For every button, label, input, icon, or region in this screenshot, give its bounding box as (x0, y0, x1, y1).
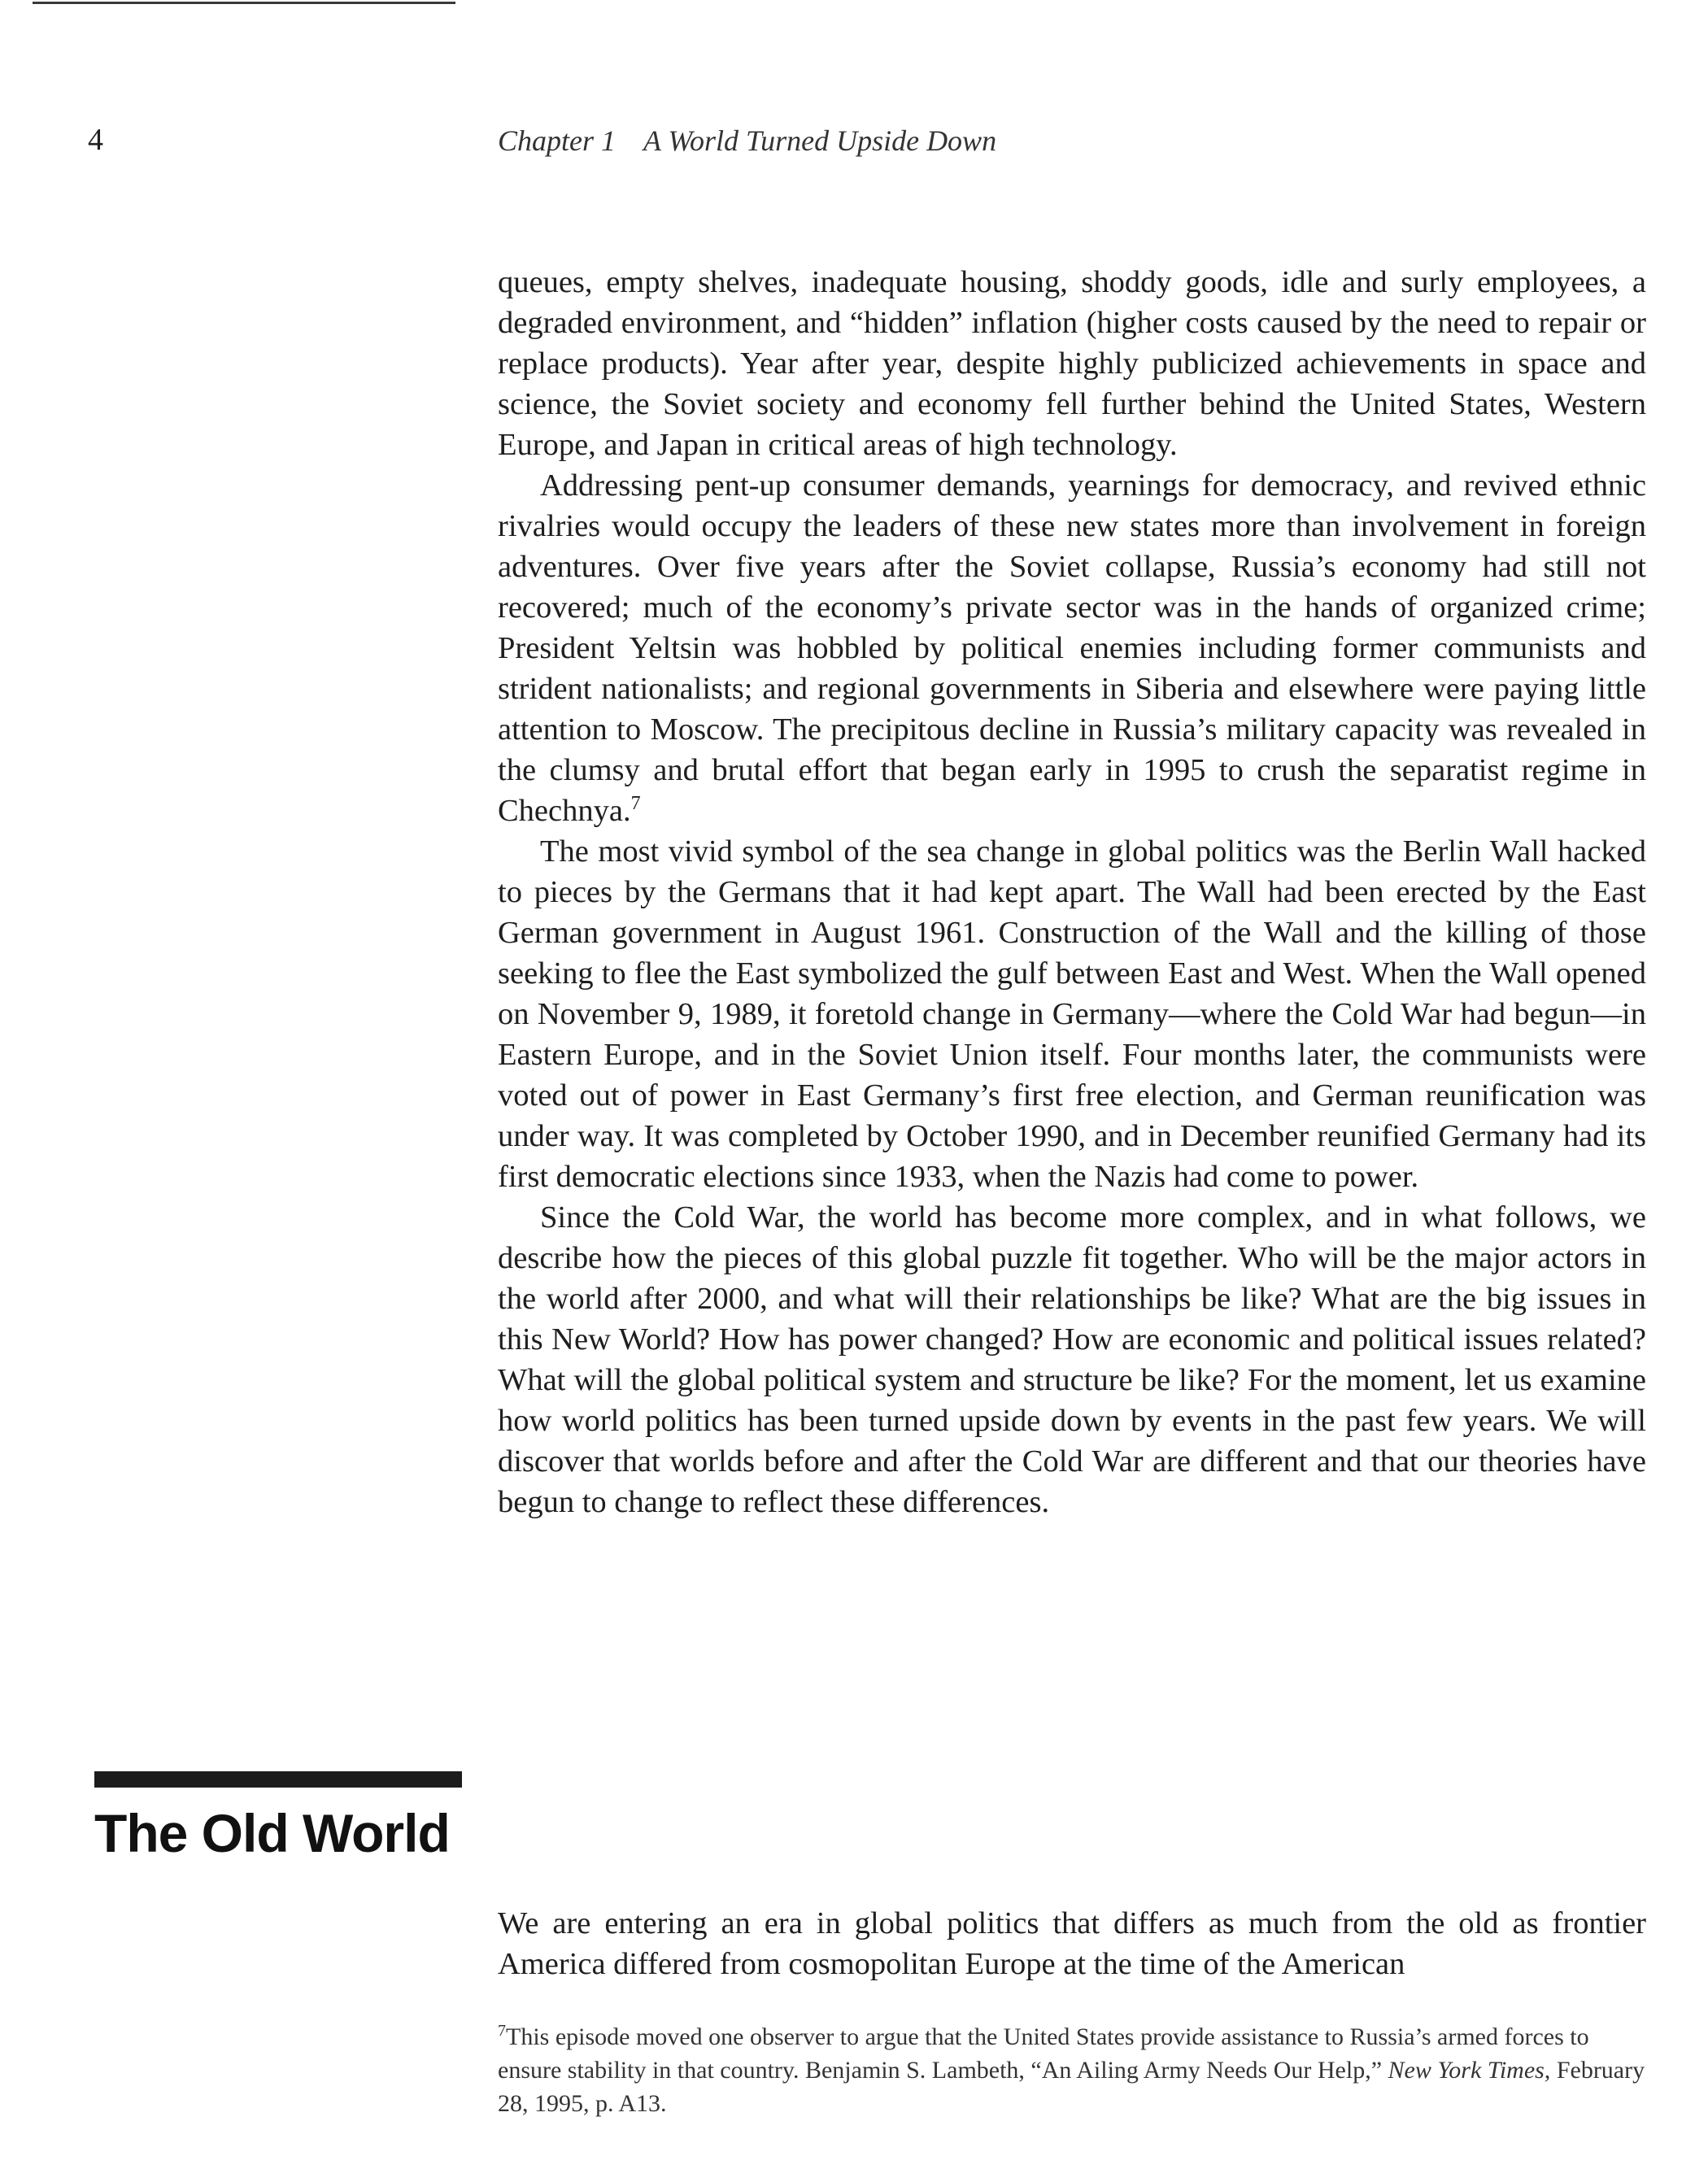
paragraph: queues, empty shelves, inadequate housing, shoddy goods, idle and surly employees, a degraded environment, and “hidden” inflation (higher costs caused by the need to repair or replace products). Year after year, despite highly publicized achievements in space and science, the Soviet society and economy fell further behind the United States, Western Europe, and Japan in critical areas of high technology. (498, 265, 1646, 462)
footnote (498, 2020, 1646, 2120)
footnote-reference: 7 (630, 793, 641, 815)
paragraph (498, 465, 1646, 831)
chapter-label: Chapter 1 (498, 124, 617, 157)
chapter-title: A World Turned Upside Down (643, 124, 997, 157)
section-title: The Old World (94, 1803, 450, 1863)
paragraph-text: Addressing pent-up consumer demands, yearnings for democracy, and revived ethnic rivalries would occupy the leaders of these new states more than involvement in foreign adventures. Over five years after the Soviet collapse, Russia’s economy had still not recovered; much of the economy’s private sector was in the hands of organized crime; President Yeltsin was hobbled by political enemies including former communists and strident nationalists; and regional governments in Siberia and elsewhere were paying little attention to Moscow. The precipitous decline in Russia’s military capacity was revealed in the clumsy and brutal effort that began early in 1995 to crush the separatist regime in Chechnya. (498, 468, 1646, 828)
body-text (498, 262, 1646, 1522)
paragraph: Since the Cold War, the world has become more complex, and in what follows, we describe how the pieces of this global puzzle fit together. Who will be the major actors in the world after 2000, and what will their relationships be like? What are the big issues in this New World? How has power changed? How are economic and political issues related? What will the global political system and structure be like? For the moment, let us examine how world politics has been turned upside down by events in the past few years. We will discover that worlds before and after the Cold War are different and that our theories have begun to change to reflect these differences. (498, 1200, 1646, 1519)
section-body (498, 1903, 1646, 1984)
top-rule (33, 2, 455, 4)
paragraph: The most vivid symbol of the sea change in global politics was the Berlin Wall hacked to pieces by the Germans that it had kept apart. The Wall had been erected by the East German government in August 1961. Construction of the Wall and the killing of those seeking to flee the East symbolized the gulf between East and West. When the Wall opened on November 9, 1989, it foretold change in Germany—where the Cold War had begun—in Eastern Europe, and in the Soviet Union itself. Four months later, the communists were voted out of power in East Germany’s first free election, and German reunification was under way. It was completed by October 1990, and in December reunified Germany had its first democratic elections since 1933, when the Nazis had come to power. (498, 834, 1646, 1194)
footnote-marker: 7 (498, 2022, 506, 2040)
section-opening-paragraph: We are entering an era in global politics that differs as much from the old as frontier America differed from cosmopolitan Europe at the time of the American (498, 1906, 1646, 1981)
running-header (498, 124, 996, 158)
footnote-source-tail: February 28, 1995, p. A13. (498, 2057, 1645, 2117)
page-number: 4 (88, 123, 103, 157)
footnote-source-title: New York Times, (1388, 2057, 1551, 2084)
footnote-text: This episode moved one observer to argue that the United States provide assistance to Russia’s armed forces to ensure stability in that country. Benjamin S. Lambeth, “An Ailing Army Needs Our Help,” (498, 2023, 1589, 2084)
section-bar (94, 1771, 462, 1788)
